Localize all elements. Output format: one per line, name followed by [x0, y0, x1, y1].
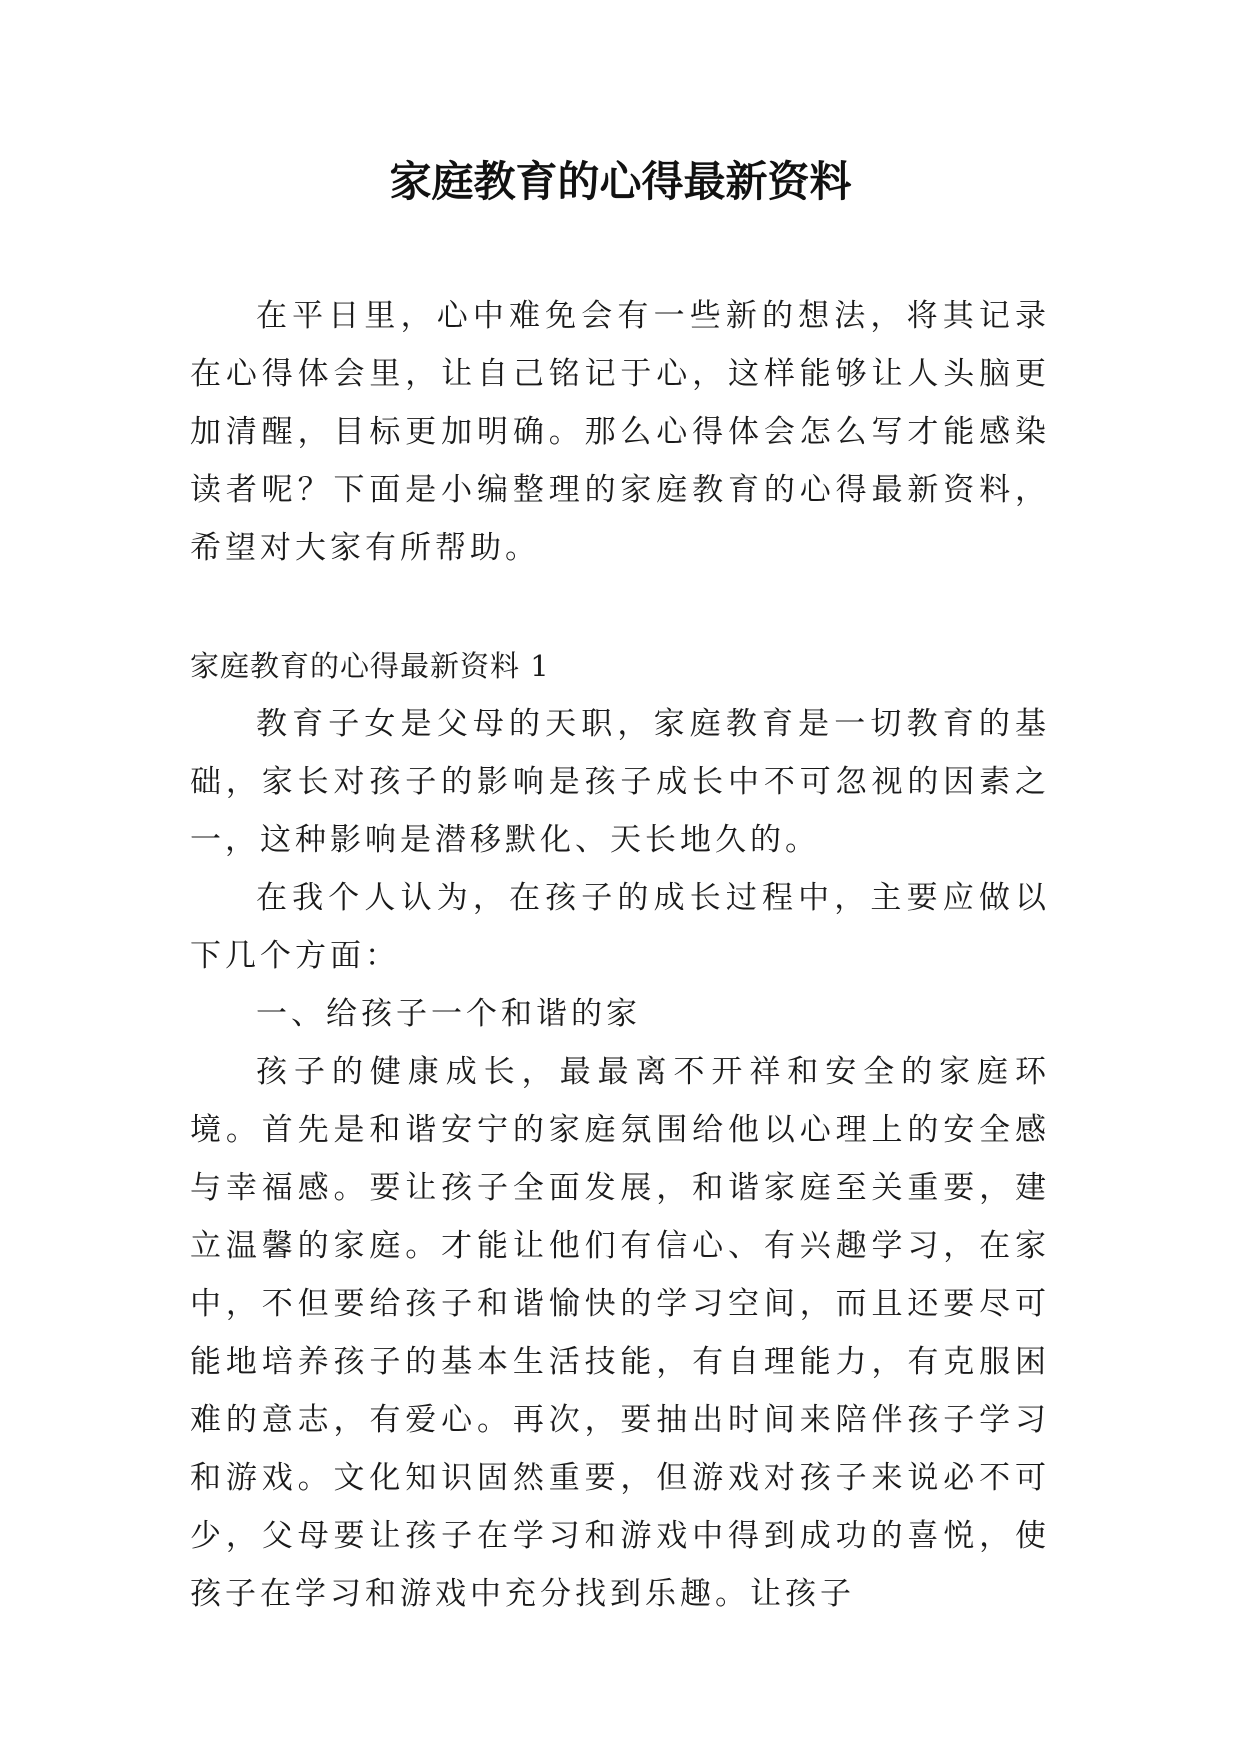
document-title: 家庭教育的心得最新资料 [389, 157, 852, 206]
intro-paragraph: 在平日里，心中难免会有一些新的想法，将其记录在心得体会里，让自己铭记于心，这样能够让人头脑更加清醒，目标更加明确。那么心得体会怎么写才能感染读者呢？下面是小编整理的家庭教育的心得最新资料，希望对大家有所帮助。 [190, 298, 1050, 566]
body-paragraph: 在我个人认为，在孩子的成长过程中，主要应做以下几个方面： [190, 880, 1050, 974]
section-heading: 家庭教育的心得最新资料 1 [190, 649, 550, 683]
body-paragraph: 教育子女是父母的天职，家庭教育是一切教育的基础，家长对孩子的影响是孩子成长中不可忽视的因素之一，这种影响是潜移默化、天长地久的。 [190, 706, 1050, 858]
body-paragraph: 孩子的健康成长，最最离不开祥和安全的家庭环境。首先是和谐安宁的家庭氛围给他以心理上的安全感与幸福感。要让孩子全面发展，和谐家庭至关重要，建立温馨的家庭。才能让他们有信心、有兴趣学习，在家中，不但要给孩子和谐愉快的学习空间，而且还要尽可能地培养孩子的基本生活技能，有自理能力，有克服困难的意志，有爱心。再次，要抽出时间来陪伴孩子学习和游戏。文化知识固然重要，但游戏对孩子来说必不可少，父母要让孩子在学习和游戏中得到成功的喜悦，使孩子在学习和游戏中充分找到乐趣。让孩子 [190, 1054, 1050, 1612]
subsection-heading: 一、给孩子一个和谐的家 [256, 996, 641, 1032]
